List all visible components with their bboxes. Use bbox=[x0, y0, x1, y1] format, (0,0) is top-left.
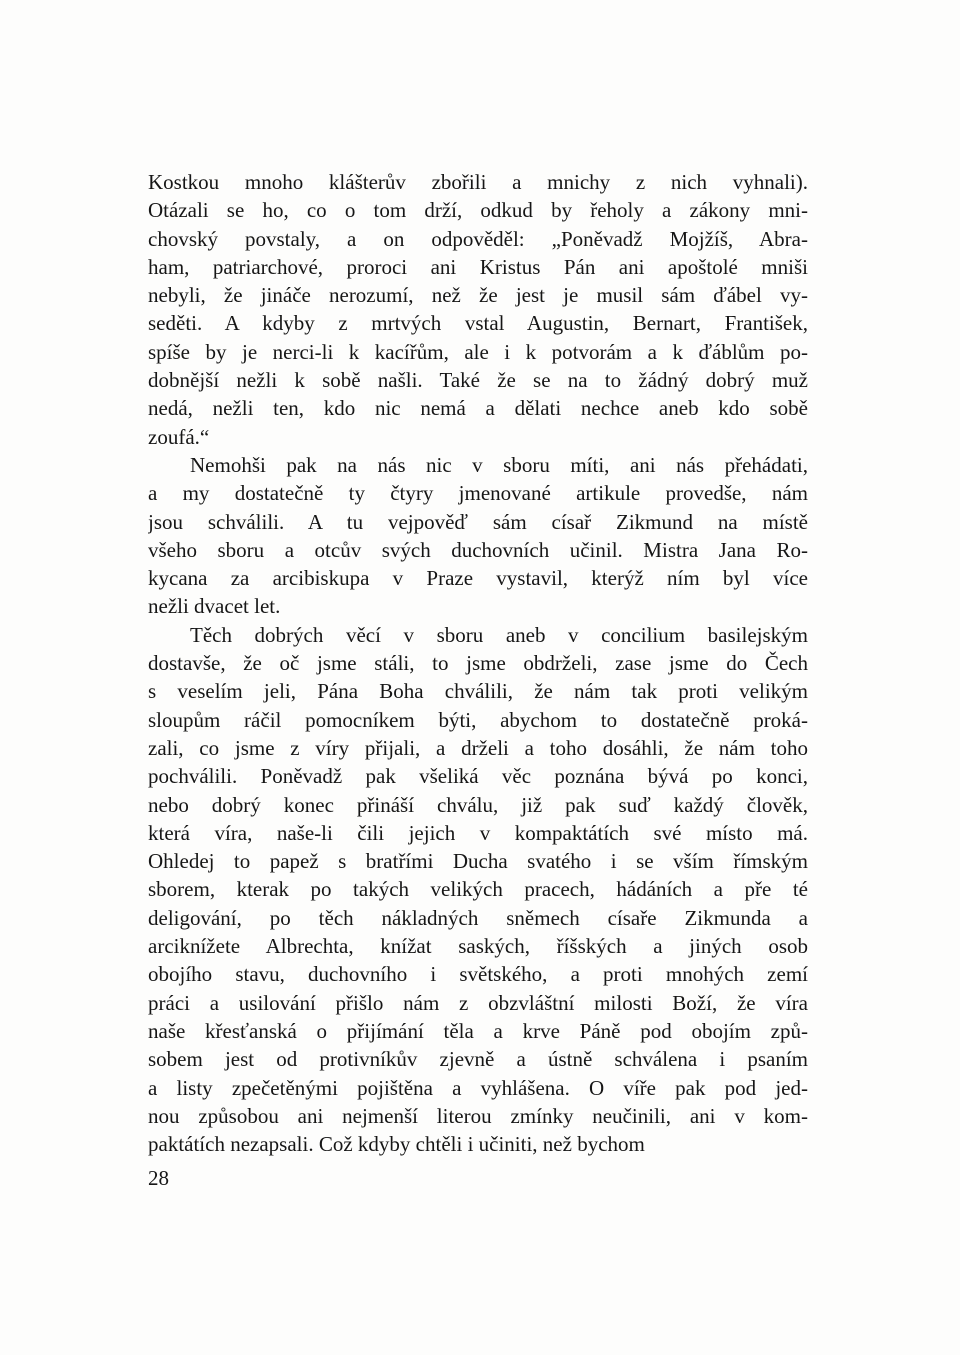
text-line: všeho sboru a otcův svých duchovních učinil. Mistra Jana Ro- bbox=[148, 537, 808, 562]
paragraph bbox=[148, 621, 808, 1159]
text-line: zoufá.“ bbox=[148, 424, 210, 449]
text-line: Kostkou mnoho klášterův zbořili a mnichy z nich vyhnali). bbox=[148, 170, 808, 194]
text-line: a listy zpečetěnými pojištěna a vyhlášena. O víře pak pod jed- bbox=[148, 1075, 808, 1100]
text-line: s veselím jeli, Pána Boha chválili, že nám tak proti velikým bbox=[148, 679, 808, 704]
text-line: Ohledej to papež s bratřími Ducha svatého i se vším římským bbox=[148, 849, 808, 874]
text-line: Nemohši pak na nás nic v sboru míti, ani nás přehádati, bbox=[190, 452, 808, 477]
text-line: a my dostatečně ty čtyry jmenované artikule provedše, nám bbox=[148, 481, 808, 506]
text-line: Otázali se ho, co o tom drží, odkud by řeholy a zákony mni- bbox=[148, 198, 808, 223]
text-line: dostavše, že oč jsme stáli, to jsme obdrželi, zase jsme do Čech bbox=[148, 651, 808, 676]
text-line: nežli dvacet let. bbox=[148, 594, 281, 619]
text-line: spíše by je nerci-li k kacířům, ale i k potvorám a k ďáblům po- bbox=[148, 339, 808, 364]
text-line: Těch dobrých věcí v sboru aneb v concilium basilejským bbox=[190, 622, 808, 647]
text-line: sborem, kterak po takých velikých pracech, hádáních a pře té bbox=[148, 877, 808, 902]
text-line: nebyli, že jináče nerozumí, než že jest je musil sám ďábel vy- bbox=[148, 283, 808, 308]
paragraph bbox=[148, 168, 808, 451]
paragraph bbox=[148, 451, 808, 621]
body-text bbox=[148, 168, 808, 1158]
text-line: arciknížete Albrechta, knížat saských, říšských a jiných osob bbox=[148, 934, 808, 959]
text-line: zali, co jsme z víry přijali, a drželi a toho dosáhli, že nám toho bbox=[148, 735, 808, 760]
text-line: nebo dobrý konec přináší chválu, již pak suď každý člověk, bbox=[148, 792, 808, 817]
text-line: nedá, nežli ten, kdo nic nemá a dělati nechce aneb kdo sobě bbox=[148, 396, 808, 421]
text-line: deligování, po těch nákladných sněmech císaře Zikmunda a bbox=[148, 905, 808, 930]
text-line: paktátích nezapsali. Což kdyby chtěli i učiniti, než bychom bbox=[148, 1132, 645, 1157]
text-line: která víra, naše-li čili jejich v kompaktátích své místo má. bbox=[148, 820, 808, 845]
text-line: nou způsobou ani nejmenší literou zmínky neučinili, ani v kom- bbox=[148, 1103, 808, 1128]
text-line: sloupům ráčil pomocníkem býti, abychom to dostatečně proká- bbox=[148, 707, 808, 732]
page-number: 28 bbox=[148, 1166, 169, 1190]
text-line: naše křesťanská o přijímání těla a krve Páně pod obojím způ- bbox=[148, 1018, 808, 1043]
text-line: jsou schválili. A tu vejpověď sám císař Zikmund na místě bbox=[148, 509, 808, 534]
text-line: pochválili. Poněvadž pak všeliká věc poznána bývá po konci, bbox=[148, 764, 808, 789]
text-line: kycana za arcibiskupa v Praze vystavil, kterýž ním byl více bbox=[148, 566, 808, 591]
text-line: dobnější nežli k sobě našli. Také že se na to žádný dobrý muž bbox=[148, 368, 808, 393]
text-line: práci a usilování přišlo nám z obzvláštní milosti Boží, že víra bbox=[148, 990, 808, 1015]
text-line: obojího stavu, duchovního i světského, a proti mnohých zemí bbox=[148, 962, 808, 987]
text-line: chovský povstaly, a on odpověděl: „Poněvadž Mojžíš, Abra- bbox=[148, 226, 808, 251]
text-line: sobem jest od protivníkův zjevně a ústně schválena i psaním bbox=[148, 1047, 808, 1072]
text-line: seděti. A kdyby z mrtvých vstal Augustin, Bernart, František, bbox=[148, 311, 808, 336]
text-line: ham, patriarchové, proroci ani Kristus Pán ani apoštolé mniši bbox=[148, 254, 808, 279]
